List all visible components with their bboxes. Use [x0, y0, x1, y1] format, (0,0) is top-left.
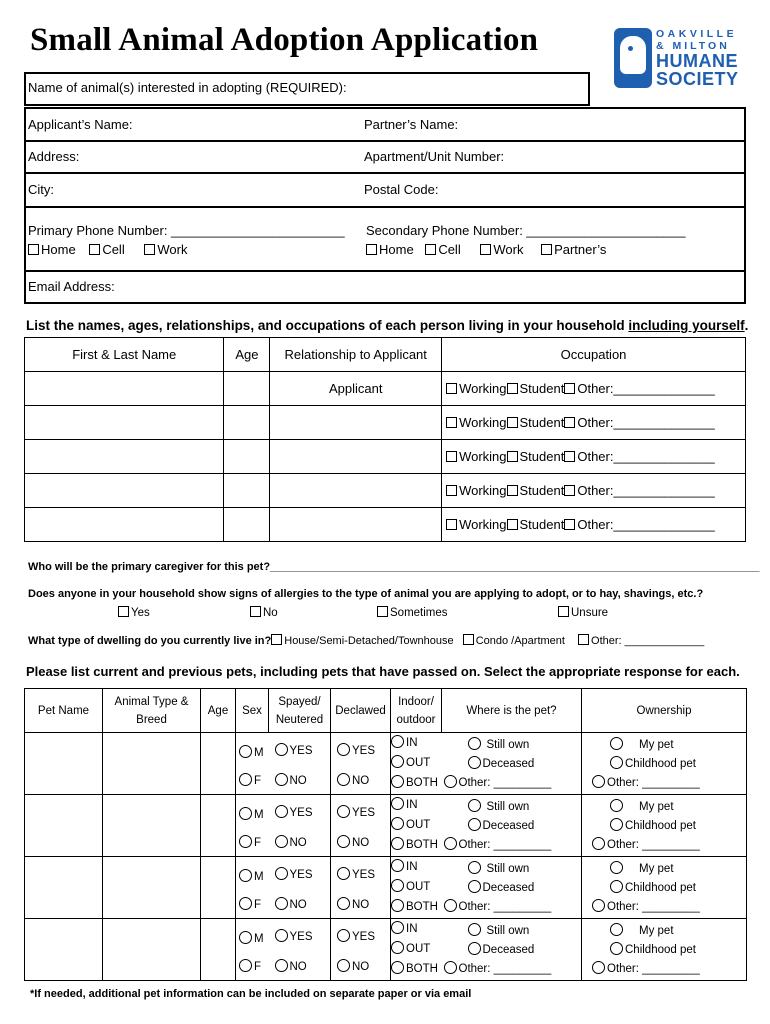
where-cell — [442, 733, 582, 795]
indoor-outdoor-cell — [391, 857, 442, 919]
household-row[interactable] — [25, 440, 746, 474]
col-age: Age — [224, 338, 270, 372]
still-own-radio[interactable]: Still own — [468, 861, 530, 875]
spayed-yes-radio[interactable]: YES — [275, 929, 313, 943]
secondary-home-checkbox[interactable]: Home — [366, 242, 414, 257]
spayed-no-radio[interactable]: NO — [275, 773, 307, 787]
indoor-out-radio[interactable]: OUT — [391, 755, 430, 769]
sex-f-radio[interactable]: F — [239, 897, 261, 911]
declawed-yes-radio[interactable]: YES — [337, 805, 375, 819]
pet-name-cell[interactable] — [25, 919, 103, 981]
dwelling-question: What type of dwelling do you currently live in? House/Semi-Detached/Townhouse Condo /Apartment Other: _____________ — [28, 635, 705, 647]
primary-work-checkbox[interactable]: Work — [144, 242, 187, 257]
animal-type-cell[interactable] — [103, 795, 201, 857]
pet-row[interactable] — [25, 919, 747, 981]
declawed-no-radio[interactable]: NO — [337, 897, 369, 911]
deceased-radio[interactable]: Deceased — [468, 756, 535, 770]
household-row[interactable] — [25, 372, 746, 406]
allergies-sometimes-checkbox[interactable]: Sometimes — [377, 606, 448, 619]
occupation-options[interactable]: Working Student Other:______________ — [442, 372, 746, 406]
col-pet-name: Pet Name — [25, 689, 103, 733]
primary-phone-type-options — [28, 242, 187, 258]
animal-type-cell[interactable] — [103, 733, 201, 795]
pets-footnote: *If needed, additional pet information can be included on separate paper or via email — [30, 988, 472, 1000]
col-indoor-outdoor: Indoor/ outdoor — [391, 689, 442, 733]
col-animal-type: Animal Type & Breed — [103, 689, 201, 733]
col-where: Where is the pet? — [442, 689, 582, 733]
pet-name-cell[interactable] — [25, 795, 103, 857]
pet-row[interactable] — [25, 857, 747, 919]
logo-line-3: HUMANE — [656, 51, 738, 71]
deceased-radio[interactable]: Deceased — [468, 818, 535, 832]
sex-f-radio[interactable]: F — [239, 835, 261, 849]
indoor-outdoor-cell — [391, 733, 442, 795]
pet-row[interactable] — [25, 795, 747, 857]
animal-type-cell[interactable] — [103, 919, 201, 981]
animal-type-cell[interactable] — [103, 857, 201, 919]
occupation-options[interactable]: Working Student Other:______________ — [442, 508, 746, 542]
pet-row[interactable] — [25, 733, 747, 795]
secondary-phone-field[interactable]: Secondary Phone Number: ______________________ — [366, 223, 686, 238]
ownership-other-radio[interactable]: Other: _________ — [592, 837, 700, 851]
logo-line-2: & MILTON — [656, 40, 730, 52]
childhood-pet-radio[interactable]: Childhood pet — [610, 818, 696, 832]
dwelling-condo-checkbox[interactable]: Condo /Apartment — [463, 635, 565, 647]
secondary-partners-checkbox[interactable]: Partner’s — [541, 242, 606, 257]
my-pet-radio[interactable]: My pet — [610, 737, 674, 751]
where-other-radio[interactable]: Other: _________ — [444, 775, 552, 789]
declawed-cell — [331, 795, 391, 857]
secondary-work-checkbox[interactable]: Work — [480, 242, 523, 257]
occupation-options[interactable]: Working Student Other:______________ — [442, 440, 746, 474]
household-header-row — [25, 338, 746, 372]
pet-age-cell[interactable] — [201, 733, 236, 795]
where-other-radio[interactable]: Other: _________ — [444, 899, 552, 913]
sex-cell — [236, 857, 269, 919]
animal-name-label: Name of animal(s) interested in adopting (REQUIRED): — [28, 80, 347, 95]
indoor-in-radio[interactable]: IN — [391, 797, 418, 811]
ownership-other-radio[interactable]: Other: _________ — [592, 961, 700, 975]
indoor-out-radio[interactable]: OUT — [391, 879, 430, 893]
spayed-no-radio[interactable]: NO — [275, 835, 307, 849]
logo-line-1: OAKVILLE — [656, 28, 738, 40]
col-sex: Sex — [236, 689, 269, 733]
spayed-no-radio[interactable]: NO — [275, 897, 307, 911]
humane-society-logo — [614, 26, 762, 90]
declawed-no-radio[interactable]: NO — [337, 835, 369, 849]
where-cell — [442, 857, 582, 919]
applicant-name-field[interactable]: Applicant’s Name: — [28, 117, 133, 132]
col-spayed: Spayed/ Neutered — [269, 689, 331, 733]
indoor-both-radio[interactable]: BOTH — [391, 775, 438, 789]
where-other-radio[interactable]: Other: _________ — [444, 837, 552, 851]
spayed-cell — [269, 919, 331, 981]
household-row[interactable] — [25, 406, 746, 440]
deceased-radio[interactable]: Deceased — [468, 942, 535, 956]
my-pet-radio[interactable]: My pet — [610, 799, 674, 813]
page-title: Small Animal Adoption Application — [30, 22, 539, 58]
sex-cell — [236, 919, 269, 981]
ownership-other-radio[interactable]: Other: _________ — [592, 775, 700, 789]
pet-name-cell[interactable] — [25, 857, 103, 919]
address-field[interactable]: Address: — [28, 149, 80, 164]
sex-m-radio[interactable]: M — [239, 745, 264, 759]
col-pet-age: Age — [201, 689, 236, 733]
primary-cell-checkbox[interactable]: Cell — [89, 242, 124, 257]
indoor-outdoor-cell — [391, 795, 442, 857]
sex-f-radio[interactable]: F — [239, 959, 261, 973]
ownership-cell — [582, 795, 747, 857]
sex-cell — [236, 733, 269, 795]
dwelling-house-checkbox[interactable]: House/Semi-Detached/Townhouse — [271, 635, 453, 647]
declawed-cell — [331, 857, 391, 919]
allergies-question: Does anyone in your household show signs of allergies to the type of animal you are applying to adopt, or to hay, shavings, etc.? — [28, 588, 704, 600]
household-table — [24, 337, 746, 542]
ownership-other-radio[interactable]: Other: _________ — [592, 899, 700, 913]
ownership-cell — [582, 857, 747, 919]
declawed-yes-radio[interactable]: YES — [337, 867, 375, 881]
declawed-no-radio[interactable]: NO — [337, 773, 369, 787]
sex-f-radio[interactable]: F — [239, 773, 261, 787]
caregiver-question[interactable]: Who will be the primary caregiver for this pet?________________________________________________________________________________ — [28, 561, 760, 573]
secondary-cell-checkbox[interactable]: Cell — [425, 242, 460, 257]
ownership-cell — [582, 733, 747, 795]
declawed-cell — [331, 919, 391, 981]
ownership-cell — [582, 919, 747, 981]
childhood-pet-radio[interactable]: Childhood pet — [610, 756, 696, 770]
occupation-options[interactable]: Working Student Other:______________ — [442, 406, 746, 440]
col-declawed: Declawed — [331, 689, 391, 733]
household-row[interactable] — [25, 474, 746, 508]
where-cell — [442, 919, 582, 981]
indoor-both-radio[interactable]: BOTH — [391, 899, 438, 913]
deceased-radio[interactable]: Deceased — [468, 880, 535, 894]
still-own-radio[interactable]: Still own — [468, 923, 530, 937]
sex-m-radio[interactable]: M — [239, 807, 264, 821]
col-first-last-name: First & Last Name — [25, 338, 224, 372]
still-own-radio[interactable]: Still own — [468, 737, 530, 751]
allergies-yes-checkbox[interactable]: Yes — [118, 606, 150, 619]
childhood-pet-radio[interactable]: Childhood pet — [610, 880, 696, 894]
col-relationship: Relationship to Applicant — [270, 338, 442, 372]
where-other-radio[interactable]: Other: _________ — [444, 961, 552, 975]
primary-phone-field[interactable]: Primary Phone Number: ________________________ — [28, 223, 345, 238]
col-ownership: Ownership — [582, 689, 747, 733]
postal-code-field[interactable]: Postal Code: — [364, 182, 439, 197]
my-pet-radio[interactable]: My pet — [610, 861, 674, 875]
secondary-phone-type-options — [366, 242, 606, 258]
pets-table — [24, 688, 747, 981]
childhood-pet-radio[interactable]: Childhood pet — [610, 942, 696, 956]
household-section-title: List the names, ages, relationships, and occupations of each person living in your household including yourself. — [26, 318, 749, 333]
allergies-unsure-checkbox[interactable]: Unsure — [558, 606, 608, 619]
spayed-cell — [269, 733, 331, 795]
partner-name-field[interactable]: Partner’s Name: — [364, 117, 459, 132]
apartment-field[interactable]: Apartment/Unit Number: — [364, 149, 505, 164]
allergies-no-checkbox[interactable]: No — [250, 606, 278, 619]
sex-m-radio[interactable]: M — [239, 869, 264, 883]
pets-header-row — [25, 689, 747, 733]
my-pet-radio[interactable]: My pet — [610, 923, 674, 937]
spayed-no-radio[interactable]: NO — [275, 959, 307, 973]
spayed-yes-radio[interactable]: YES — [275, 805, 313, 819]
where-cell — [442, 795, 582, 857]
spayed-yes-radio[interactable]: YES — [275, 867, 313, 881]
declawed-cell — [331, 733, 391, 795]
indoor-outdoor-cell — [391, 919, 442, 981]
pets-section-title: Please list current and previous pets, including pets that have passed on. Select the appropriate response for each. — [26, 664, 740, 679]
pet-age-cell[interactable] — [201, 857, 236, 919]
spayed-yes-radio[interactable]: YES — [275, 743, 313, 757]
dog-logo-icon — [614, 28, 652, 88]
spayed-cell — [269, 857, 331, 919]
applicant-relationship: Applicant — [270, 372, 442, 406]
logo-line-4: SOCIETY — [656, 69, 739, 89]
col-occupation: Occupation — [442, 338, 746, 372]
pet-name-cell[interactable] — [25, 733, 103, 795]
indoor-in-radio[interactable]: IN — [391, 735, 418, 749]
indoor-out-radio[interactable]: OUT — [391, 817, 430, 831]
household-row[interactable] — [25, 508, 746, 542]
primary-home-checkbox[interactable]: Home — [28, 242, 76, 257]
declawed-yes-radio[interactable]: YES — [337, 743, 375, 757]
pet-age-cell[interactable] — [201, 795, 236, 857]
still-own-radio[interactable]: Still own — [468, 799, 530, 813]
indoor-out-radio[interactable]: OUT — [391, 941, 430, 955]
dwelling-other-checkbox[interactable]: Other: _____________ — [578, 635, 704, 647]
city-field[interactable]: City: — [28, 182, 54, 197]
indoor-both-radio[interactable]: BOTH — [391, 837, 438, 851]
spayed-cell — [269, 795, 331, 857]
occupation-options[interactable]: Working Student Other:______________ — [442, 474, 746, 508]
email-field[interactable]: Email Address: — [28, 279, 115, 294]
indoor-both-radio[interactable]: BOTH — [391, 961, 438, 975]
pet-age-cell[interactable] — [201, 919, 236, 981]
indoor-in-radio[interactable]: IN — [391, 921, 418, 935]
declawed-yes-radio[interactable]: YES — [337, 929, 375, 943]
indoor-in-radio[interactable]: IN — [391, 859, 418, 873]
declawed-no-radio[interactable]: NO — [337, 959, 369, 973]
sex-m-radio[interactable]: M — [239, 931, 264, 945]
sex-cell — [236, 795, 269, 857]
